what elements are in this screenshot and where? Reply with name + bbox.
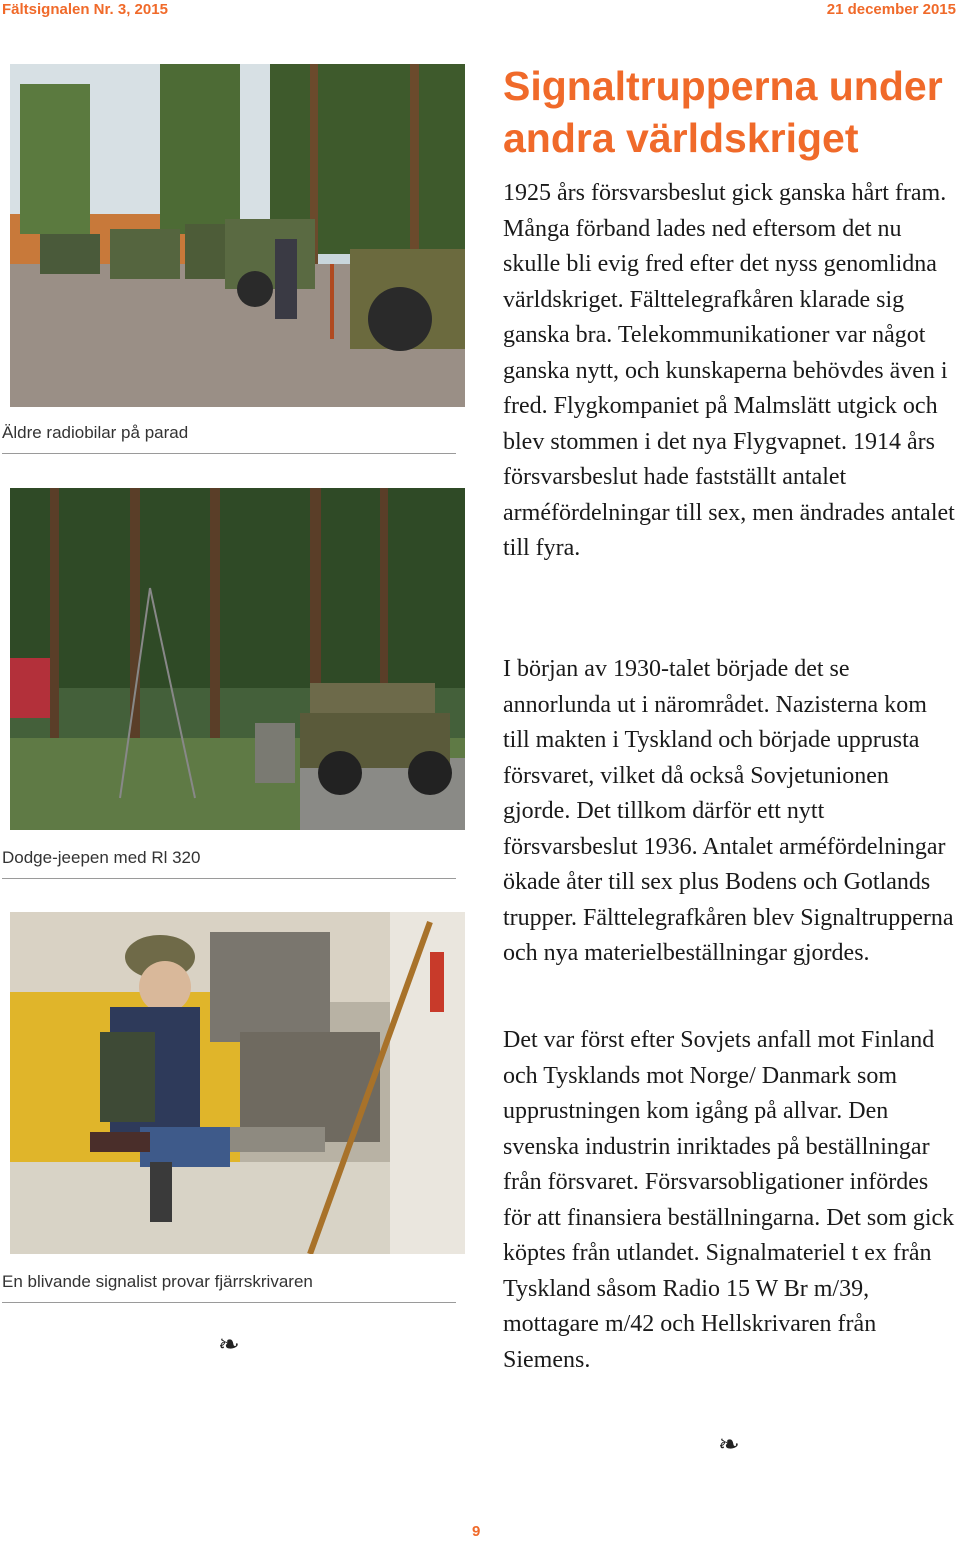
issue-date: 21 december 2015 <box>826 1 956 18</box>
page-number: 9 <box>472 1523 481 1540</box>
article-title: Signaltrupperna under andra världskriget <box>503 63 943 161</box>
photo-dodge-jeep <box>10 488 465 830</box>
photo-caption: Äldre radiobilar på parad <box>2 423 456 454</box>
photo-caption: Dodge-jeepen med Rl 320 <box>2 848 456 879</box>
article-paragraph: 1925 års försvarsbeslut gick ganska hårt fram. Många förband lades ned eftersom det nu skulle bli evig fred efter det nyss genomlidna världskriget. Fälttelegrafkåren klarade sig ganska bra. Telekommunikationer var något ganska nytt, och kunskaperna behövdes även i fred. Flygkompaniet på Malmslätt utgick och blev stommen i det nya Flygvapnet. 1914 års försvarsbeslut hade fastställt antalet arméfördelningar till sex, men ändrades antalet till fyra. <box>503 180 955 561</box>
fleuron-ornament: ❧ <box>218 1330 240 1359</box>
article-paragraph: Det var först efter Sovjets anfall mot Finland och Tysklands mot Norge/ Danmark som upprustningen kom igång på allvar. Den svenska industrin inriktades på beställningar från försvaret. Försvarsobligationer infördes för att finansiera beställningarna. Det som gick köptes från utlandet. Signalmateriel t ex från Tyskland såsom Radio 15 W Br m/39, mottagare m/42 och Hellskrivaren från Siemens. <box>503 1027 955 1373</box>
photo-teleprinter <box>10 912 465 1254</box>
page-header <box>0 0 960 22</box>
article-paragraph: I början av 1930-talet började det se annorlunda ut i närområdet. Nazisterna kom till makten i Tyskland och började upprusta försvaret, vilket då också Sovjetunionen gjorde. Det tillkom därför ett nytt försvarsbeslut 1936. Antalet arméfördelningar ökade åter till sex plus Bodens och Gotlands trupper. Fälttelegrafkåren blev Signaltrupperna och nya materielbeställningar gjordes. <box>503 656 954 966</box>
issue-label: Fältsignalen Nr. 3, 2015 <box>2 1 168 18</box>
photo-radio-vehicles <box>10 64 465 407</box>
photo-caption: En blivande signalist provar fjärrskrivaren <box>2 1272 456 1303</box>
fleuron-ornament: ❧ <box>718 1430 740 1459</box>
